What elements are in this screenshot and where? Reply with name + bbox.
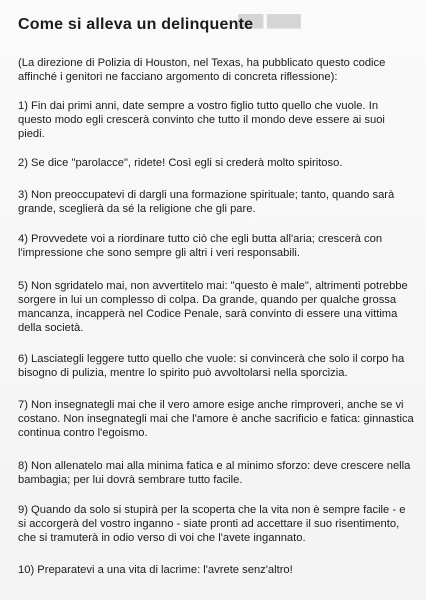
list-item: 6) Lasciategli leggere tutto quello che vuole: si convincerà che solo il corpo ha bisogno di pulizia, mentre lo spirito può avvoltolarsi nella sporcizia. (18, 353, 405, 379)
list-item: 10) Preparatevi a una vita di lacrime: l'avrete senz'altro! (18, 564, 293, 576)
intro-paragraph: (La direzione di Polizia di Houston, nel Texas, ha pubblicato questo codice affinché i genitori ne facciano argomento di concreta riflessione): (18, 57, 386, 83)
document-title: Come si alleva un delinquente (18, 16, 254, 33)
list-item: 9) Quando da solo si stupirà per la scoperta che la vita non è sempre facile - e si accorgerà del vostro inganno - siate pronti ad accettare il suo risentimento, che si tramuterà in odio verso di voi che l'avete ingannato. (18, 504, 406, 544)
list-item: 1) Fin dai primi anni, date sempre a vostro figlio tutto quello che vuole. In questo modo egli crescerà convinto che tutto il mondo deve essere ai suoi piedi. (18, 100, 385, 140)
list-item: 7) Non insegnategli mai che il vero amore esige anche rimproveri, anche se vi costano. Non insegnategli mai che l'amore è anche sacrificio e fatica: ginnastica continua contro l'egoismo. (18, 399, 414, 439)
list-item: 4) Provvedete voi a riordinare tutto ciò che egli butta all'aria; crescerà con l'impressione che sono sempre gli altri i veri responsabili. (18, 233, 383, 259)
list-item: 3) Non preoccupatevi di dargli una formazione spirituale; tanto, quando sarà grande, sceglierà da sé la religione che gli pare. (18, 189, 395, 215)
list-item: 2) Se dice "parolacce", ridete! Così egli si crederà molto spiritoso. (18, 157, 343, 169)
list-item: 5) Non sgridatelo mai, non avvertitelo mai: "questo è male", altrimenti potrebbe sorgere in lui un complesso di colpa. Da grande, quando per qualche grossa mancanza, incapperà nel Codice Penale, sarà convinto di essere una vittima della società. (18, 280, 408, 334)
show-through-texture: ███ ████ (238, 14, 301, 28)
list-item: 8) Non allenatelo mai alla minima fatica e al minimo sforzo: deve crescere nella bambagia; per lui dovrà sembrare tutto facile. (18, 460, 411, 486)
